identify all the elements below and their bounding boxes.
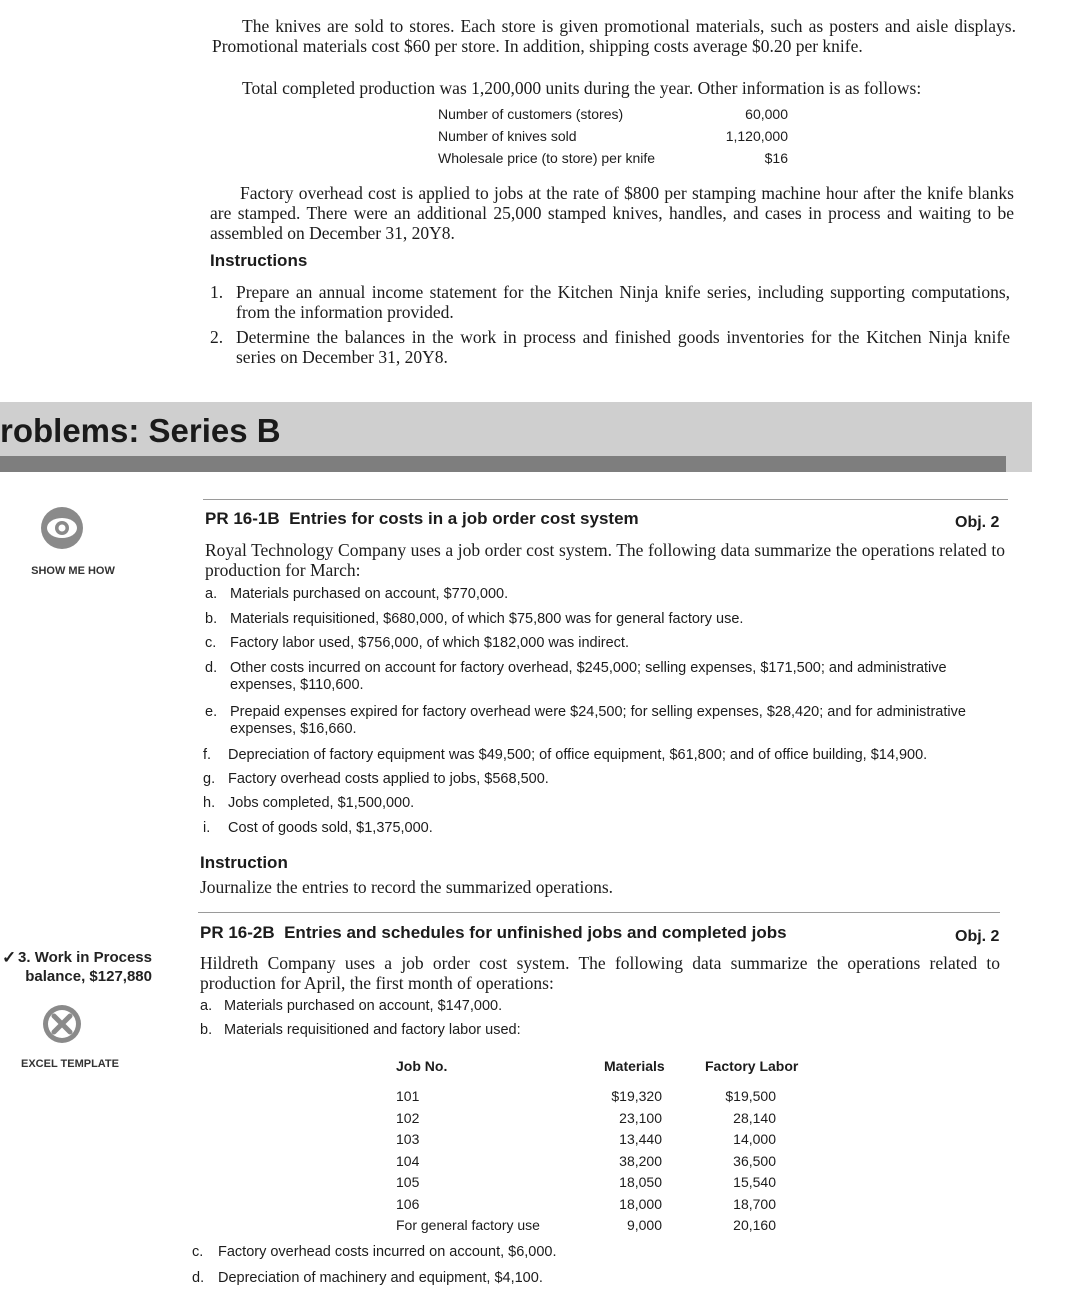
pr2-top-rule	[198, 912, 1000, 913]
pr1-item	[205, 611, 1005, 628]
materials-cell: 18,050	[619, 1174, 662, 1190]
materials-cell: 38,200	[619, 1152, 662, 1169]
instruction-number: 1.	[210, 282, 224, 302]
table-row	[392, 1108, 812, 1130]
info-label: Number of customers (stores)	[438, 106, 624, 122]
job-table-header	[392, 1056, 812, 1086]
excel-template-icon[interactable]	[42, 1004, 82, 1044]
pr1-objective: Obj. 2	[955, 514, 1000, 531]
item-letter: c.	[192, 1244, 204, 1260]
check-mark-icon: ✓	[2, 948, 17, 967]
header-job-no: Job No.	[396, 1058, 448, 1074]
job-no-cell: For general factory use	[396, 1217, 540, 1233]
info-label: Wholesale price (to store) per knife	[438, 150, 656, 166]
excel-template-label[interactable]: EXCEL TEMPLATE	[21, 1058, 119, 1070]
pr2-intro: Hildreth Company uses a job order cost system. The following data summarize the operations related to production for April, the first month of operations:	[200, 953, 1000, 993]
section-title: roblems: Series B	[0, 412, 281, 449]
item-text: Jobs completed, $1,500,000.	[228, 795, 415, 811]
job-cost-table	[392, 1056, 812, 1237]
info-value: $16	[764, 150, 788, 166]
pr1-instruction-heading: Instruction	[200, 853, 288, 872]
item-letter: a.	[205, 586, 218, 602]
item-text: Materials purchased on account, $770,000.	[230, 586, 509, 602]
item-letter: i.	[203, 820, 211, 836]
item-text: Materials purchased on account, $147,000.	[224, 998, 503, 1014]
job-no-cell: 101	[396, 1088, 420, 1104]
item-letter: d.	[192, 1270, 205, 1286]
pr1-heading	[205, 509, 639, 529]
item-text: Other costs incurred on account for factory overhead, $245,000; selling expenses, $171,500; and administrative expenses, $110,600.	[230, 660, 947, 693]
item-text: Materials requisitioned, $680,000, of which $75,800 was for general factory use.	[230, 611, 744, 627]
item-text: Cost of goods sold, $1,375,000.	[228, 820, 433, 836]
pr1-item	[205, 704, 1005, 738]
item-text: Factory overhead costs incurred on account, $6,000.	[218, 1244, 557, 1260]
pr1-item	[205, 660, 1005, 694]
item-letter: g.	[203, 771, 216, 787]
intro-paragraph-3: Factory overhead cost is applied to jobs at the rate of $800 per stamping machine hour after the knife blanks are stamped. There were an additional 25,000 stamped knives, handles, and cases in process and waiting to be assembled on December 31, 20Y8.	[210, 183, 1014, 243]
item-letter: c.	[205, 635, 217, 651]
item-letter: d.	[205, 660, 218, 676]
intro-paragraph-2: Total completed production was 1,200,000 units during the year. Other information is as follows:	[242, 78, 922, 98]
pr2-heading	[200, 923, 787, 943]
factory-labor-cell: 36,500	[733, 1152, 776, 1169]
instructions-heading: Instructions	[210, 251, 308, 270]
item-text: Materials requisitioned and factory labor used:	[224, 1022, 521, 1038]
pr2-id: PR 16-2B	[200, 923, 275, 942]
table-row	[392, 1151, 812, 1173]
materials-cell: $19,320	[611, 1088, 662, 1104]
section-header-stripe	[0, 456, 1006, 472]
check-figure-text: 3. Work in Process balance, $127,880	[18, 949, 152, 985]
job-no-cell: 106	[396, 1195, 420, 1212]
info-value: 1,120,000	[725, 128, 788, 144]
item-text: Factory overhead costs applied to jobs, $568,500.	[228, 771, 549, 787]
intro-info-table	[438, 103, 788, 169]
factory-labor-cell: 14,000	[733, 1131, 776, 1147]
show-me-how-label[interactable]: SHOW ME HOW	[31, 565, 115, 577]
info-label: Number of knives sold	[438, 128, 577, 144]
pr2-item	[192, 1270, 992, 1287]
instruction-item	[210, 282, 1010, 322]
info-row	[438, 125, 788, 147]
pr2-item	[200, 1022, 1000, 1039]
materials-cell: 18,000	[619, 1195, 662, 1212]
factory-labor-cell: $19,500	[725, 1088, 776, 1104]
item-text: Prepaid expenses expired for factory overhead were $24,500; for selling expenses, $28,420; and for administrative expenses, $16,660.	[230, 704, 966, 737]
check-figure	[2, 948, 152, 986]
item-text: Depreciation of factory equipment was $49,500; of office equipment, $61,800; and of office building, $14,900.	[228, 747, 928, 763]
table-row	[392, 1194, 812, 1216]
instruction-item	[210, 327, 1010, 367]
item-letter: a.	[200, 998, 213, 1014]
show-me-how-eye-icon[interactable]	[40, 506, 84, 550]
instruction-number: 2.	[210, 327, 224, 347]
pr1-item	[205, 635, 1005, 652]
intro-paragraph-1: The knives are sold to stores. Each store is given promotional materials, such as posters and aisle displays. Promotional materials cost $60 per store. In addition, shipping costs average $0.20 per knife.	[212, 16, 1016, 56]
materials-cell: 23,100	[619, 1109, 662, 1126]
item-letter: e.	[205, 704, 218, 720]
pr2-title: Entries and schedules for unfinished jobs and completed jobs	[284, 923, 787, 942]
instruction-text: Determine the balances in the work in process and finished goods inventories for the Kitchen Ninja knife series on December 31, 20Y8.	[236, 327, 1010, 367]
factory-labor-cell: 20,160	[733, 1217, 776, 1233]
pr1-instruction-text: Journalize the entries to record the summarized operations.	[200, 877, 614, 897]
table-row	[392, 1172, 812, 1194]
pr2-objective: Obj. 2	[955, 928, 1000, 945]
header-factory-labor: Factory Labor	[705, 1058, 799, 1074]
info-value: 60,000	[745, 106, 788, 122]
job-no-cell: 104	[396, 1152, 420, 1169]
factory-labor-cell: 28,140	[733, 1109, 776, 1126]
pr2-item	[192, 1244, 992, 1261]
pr1-intro: Royal Technology Company uses a job order cost system. The following data summarize the operations related to production for March:	[205, 540, 1005, 580]
pr1-item	[203, 820, 1003, 837]
materials-cell: 13,440	[619, 1131, 662, 1147]
job-no-cell: 103	[396, 1131, 420, 1147]
header-materials: Materials	[604, 1058, 665, 1074]
pr1-id: PR 16-1B	[205, 509, 280, 528]
pr1-item	[203, 771, 1003, 788]
materials-cell: 9,000	[626, 1217, 662, 1233]
info-row	[438, 103, 788, 125]
pr1-item	[203, 795, 1003, 812]
item-text: Factory labor used, $756,000, of which $182,000 was indirect.	[230, 635, 629, 651]
factory-labor-cell: 15,540	[733, 1174, 776, 1190]
item-letter: f.	[203, 747, 212, 763]
item-letter: b.	[205, 611, 218, 627]
pr2-item	[200, 998, 1000, 1015]
instruction-text: Prepare an annual income statement for the Kitchen Ninja knife series, including supporting computations, from the information provided.	[236, 282, 1010, 322]
factory-labor-cell: 18,700	[733, 1195, 776, 1212]
table-row	[392, 1129, 812, 1151]
info-row	[438, 147, 788, 169]
pr1-top-rule	[203, 499, 1008, 500]
item-text: Depreciation of machinery and equipment, $4,100.	[218, 1270, 543, 1286]
pr1-item	[205, 586, 1005, 603]
item-letter: b.	[200, 1022, 213, 1038]
table-row	[392, 1215, 812, 1237]
pr1-item	[203, 747, 1003, 764]
job-no-cell: 105	[396, 1174, 420, 1190]
job-no-cell: 102	[396, 1109, 420, 1126]
table-row	[392, 1086, 812, 1108]
item-letter: h.	[203, 795, 216, 811]
pr1-title: Entries for costs in a job order cost system	[289, 509, 639, 528]
